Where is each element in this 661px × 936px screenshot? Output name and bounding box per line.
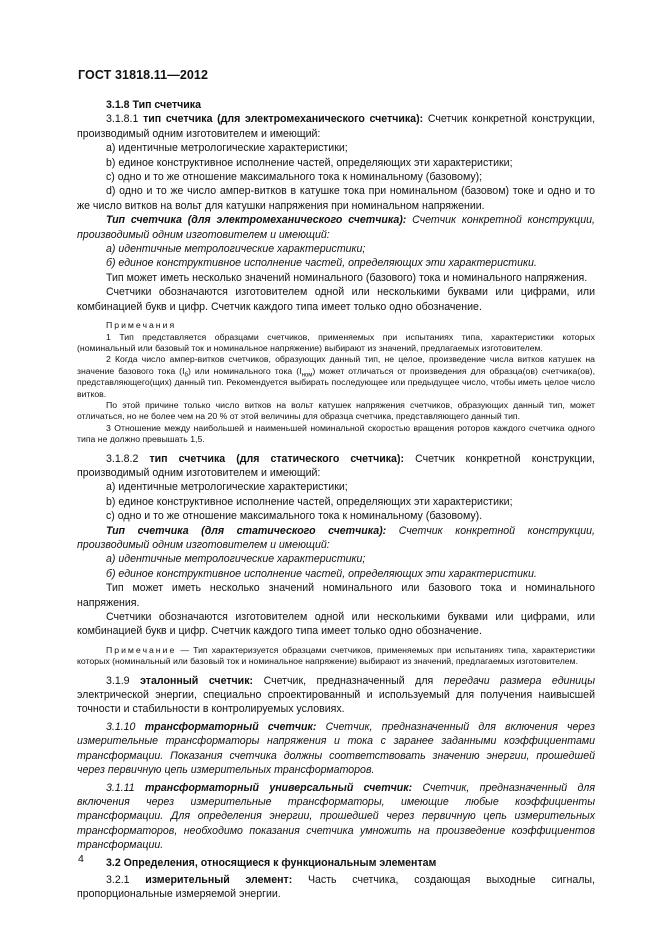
- list-item: а) идентичные метрологические характеристики;: [106, 553, 366, 566]
- note-text: — Тип характеризуется образцами счетчиков, применяемых при испытаниях типа, характеристики которых (номинальный или базовый ток и номинальное напряжение) выбирают из значений, предлагаемых изготовителем.: [77, 644, 595, 667]
- clause-number: 3.1.9: [106, 674, 130, 687]
- note-label: Примечание: [106, 644, 177, 655]
- definition-3-2-1: [77, 873, 595, 902]
- clause-number: 3.1.8.2: [106, 452, 139, 465]
- notes-title: Примечания: [106, 320, 177, 331]
- term: трансформаторный универсальный счетчик:: [145, 781, 413, 794]
- note-2: 2 Когда число ампер-витков счетчиков, образующих данный тип, не целое, произведение числа витков катушек на значение базового тока $(I_б)$ или номинального тока $(I_{ном})$ может отличаться от произведения для образца(ов) счетчика(ов), представляющего(щих) данный тип. Рекомендуется выбирать последующее или предыдущее число, чтобы иметь целое число витков.: [77, 354, 595, 399]
- term: трансформаторный счетчик:: [144, 720, 317, 733]
- page-number: 4: [78, 853, 84, 865]
- definition-3-1-10: [77, 720, 595, 778]
- definition-3-1-8-1: [77, 112, 595, 141]
- term: Тип счетчика (для статического счетчика):: [106, 524, 387, 537]
- definition-3-1-11: [77, 781, 595, 853]
- list-item: b) единое конструктивное исполнение частей, определяющих эти характеристики;: [106, 495, 513, 508]
- term: измерительный элемент:: [145, 873, 293, 886]
- clause-number: 3.1.10: [106, 720, 136, 733]
- list-item: b) единое конструктивное исполнение частей, определяющих эти характеристики;: [106, 156, 513, 169]
- definition-text: Счетчик конкретной конструкции, производимый одним изготовителем и имеющий:: [77, 524, 595, 551]
- term: Тип счетчика (для электромеханического счетчика):: [106, 214, 407, 227]
- list-item: а) идентичные метрологические характеристики;: [106, 243, 366, 256]
- section-heading-3-1-8: 3.1.8 Тип счетчика: [106, 99, 201, 111]
- term: тип счетчика (для статического счетчика):: [149, 452, 405, 465]
- definition-3-1-8-2: [77, 452, 595, 481]
- definition-text: Часть счетчика, создающая выходные сигналы, пропорциональные измеряемой энергии.: [77, 873, 595, 901]
- paragraph: Счетчики обозначаются изготовителем одной или несколькими буквами или цифрами, или комбинацией букв и цифр. Счетчик каждого типа имеет только одно обозначение.: [77, 611, 595, 638]
- definition-3-1-9: 3.1.9 эталонный счетчик: Счетчик, предназначенный для передачи размера единицы электрической энергии, специально спроектированный и используемый для получения наивысшей точности и стабильности в контролируемых условиях.: [77, 674, 596, 716]
- list-item: c) одно и то же отношение максимального тока к номинальному (базовому).: [106, 510, 483, 523]
- clause-number: 3.2.1: [106, 873, 130, 886]
- term: тип счетчика (для электромеханического счетчика):: [143, 113, 424, 126]
- term: эталонный счетчик:: [140, 674, 254, 687]
- definition-text: Счетчик конкретной конструкции, производимый одним изготовителем и имеющий:: [77, 452, 595, 479]
- clause-number: 3.1.11: [106, 781, 135, 794]
- note: [77, 645, 595, 668]
- definition-text: Счетчик конкретной конструкции, производимый одним изготовителем и имеющий:: [77, 113, 596, 140]
- definition-text: Счетчик, предназначенный для включения через измерительные трансформаторы, имеющие любые коэффициенты трансформации. Для определения энергии, прошедшей через первичную цепь измерительных трансформаторов, необходимо показания счетчика умножить на произведение коэффициентов трансформации.: [77, 781, 595, 852]
- note-2-continuation: По этой причине только число витков на вольт катушек напряжения счетчиков, образующих данный тип, может отличаться, но не более чем на 20 % от этой величины для образца счетчика, представляющего данный тип.: [77, 399, 595, 422]
- note-1: 1 Тип представляется образцами счетчиков, применяемых при испытаниях типа, характеристики которых (номинальный или базовый ток и номинальное напряжение) выбирают из значений, предлагаемых изготовителем.: [77, 331, 595, 353]
- national-definition-3-1-8-1: [77, 213, 595, 242]
- list-item: a) идентичные метрологические характеристики;: [106, 481, 348, 494]
- list-item: б) единое конструктивное исполнение частей, определяющих эти характеристики.: [106, 257, 537, 270]
- list-item: d) одно и то же число ампер-витков в катушке тока при номинальном (базовом) токе и одно и то же число витков на вольт для катушки напряжения при номинальном напряжении.: [77, 185, 595, 212]
- paragraph: Тип может иметь несколько значений номинального или базового тока и номинального напряжения.: [77, 582, 595, 609]
- clause-number: 3.1.8.1: [106, 113, 139, 126]
- section-heading-3-2: 3.2 Определения, относящиеся к функциональным элементам: [106, 856, 437, 869]
- definition-text: Счетчик, предназначенный для включения через измерительные трансформаторы напряжения и тока с заранее заданными коэффициентами трансформации. Показания счетчика должны соответствовать значению энергии, прошедшей через первичную цепь измерительных трансформаторов.: [77, 720, 595, 777]
- paragraph: Счетчики обозначаются изготовителем одной или несколькими буквами или цифрами, или комбинацией букв и цифр. Счетчик каждого типа имеет только одно обозначение.: [77, 286, 595, 313]
- note-3: 3 Отношение между наибольшей и наименьшей номинальной скоростью вращения роторов каждого счетчика одного типа не должно превышать 1,5.: [77, 422, 595, 445]
- national-definition-3-1-8-2: [77, 524, 595, 553]
- list-item: a) идентичные метрологические характеристики;: [106, 142, 348, 155]
- list-item: б) единое конструктивное исполнение частей, определяющих эти характеристики.: [106, 567, 537, 580]
- definition-text: Счетчик конкретной конструкции, производимый одним изготовителем и имеющий:: [77, 214, 595, 241]
- paragraph: Тип может иметь несколько значений номинального (базового) тока и номинального напряжения.: [106, 271, 588, 284]
- document-header: ГОСТ 31818.11—2012: [78, 68, 209, 82]
- page-content: [77, 96, 595, 902]
- list-item: c) одно и то же отношение максимального тока к номинальному (базовому);: [106, 171, 483, 184]
